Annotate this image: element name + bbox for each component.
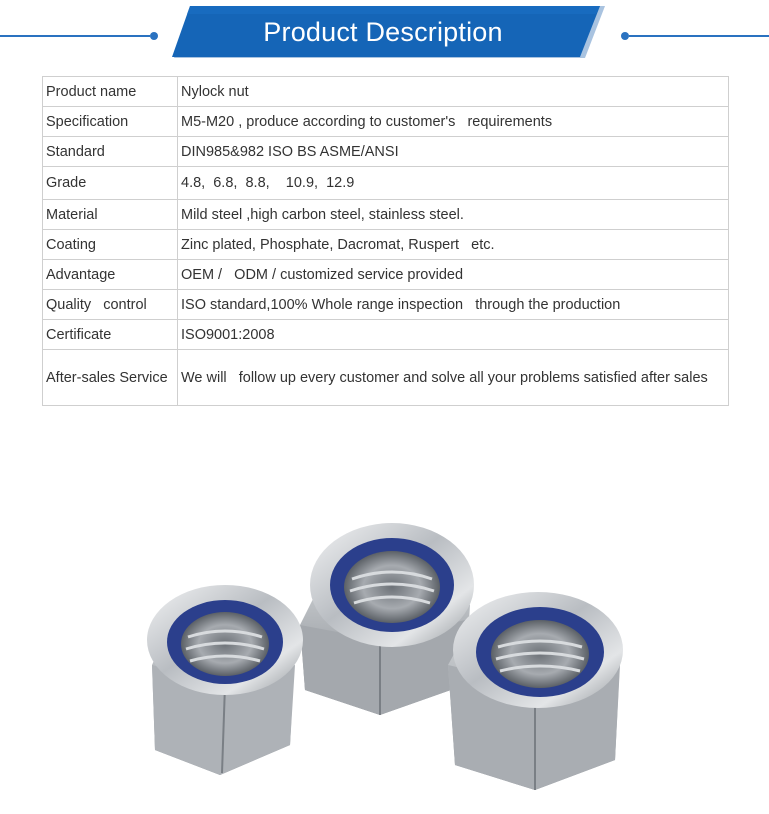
left-dot-icon — [150, 32, 158, 40]
table-row — [43, 107, 729, 137]
row-value: OEM / ODM / customized service provided — [178, 260, 729, 290]
table-row — [43, 200, 729, 230]
row-label: Standard — [43, 137, 178, 167]
nylock-nuts-photo — [130, 515, 630, 800]
table-row — [43, 350, 729, 406]
table-row — [43, 320, 729, 350]
row-value: DIN985&982 ISO BS ASME/ANSI — [178, 137, 729, 167]
row-label: Product name — [43, 77, 178, 107]
row-label: Specification — [43, 107, 178, 137]
table-row — [43, 260, 729, 290]
nut-right — [448, 592, 623, 790]
table-row — [43, 290, 729, 320]
nut-left — [147, 585, 303, 775]
spec-table — [42, 76, 729, 406]
row-label: Grade — [43, 167, 178, 200]
row-value: Nylock nut — [178, 77, 729, 107]
table-row — [43, 137, 729, 167]
section-header — [0, 0, 769, 68]
table-row — [43, 167, 729, 200]
table-row — [43, 230, 729, 260]
row-value: Zinc plated, Phosphate, Dacromat, Ruspert etc. — [178, 230, 729, 260]
row-label: Advantage — [43, 260, 178, 290]
page-title: Product Description — [263, 17, 503, 47]
row-value: 4.8, 6.8, 8.8, 10.9, 12.9 — [178, 167, 729, 200]
table-row — [43, 77, 729, 107]
row-label: Certificate — [43, 320, 178, 350]
row-label: Quality control — [43, 290, 178, 320]
nut-center — [300, 523, 474, 715]
row-value: ISO9001:2008 — [178, 320, 729, 350]
row-value: We will follow up every customer and solve all your problems satisfied after sales — [178, 350, 729, 406]
row-value: Mild steel ,high carbon steel, stainless steel. — [178, 200, 729, 230]
row-label: After-sales Service — [43, 350, 178, 406]
row-label: Material — [43, 200, 178, 230]
row-value: ISO standard,100% Whole range inspection through the production — [178, 290, 729, 320]
nuts-illustration — [130, 515, 630, 800]
row-value: M5-M20 , produce according to customer's requirements — [178, 107, 729, 137]
row-label: Coating — [43, 230, 178, 260]
right-dot-icon — [621, 32, 629, 40]
